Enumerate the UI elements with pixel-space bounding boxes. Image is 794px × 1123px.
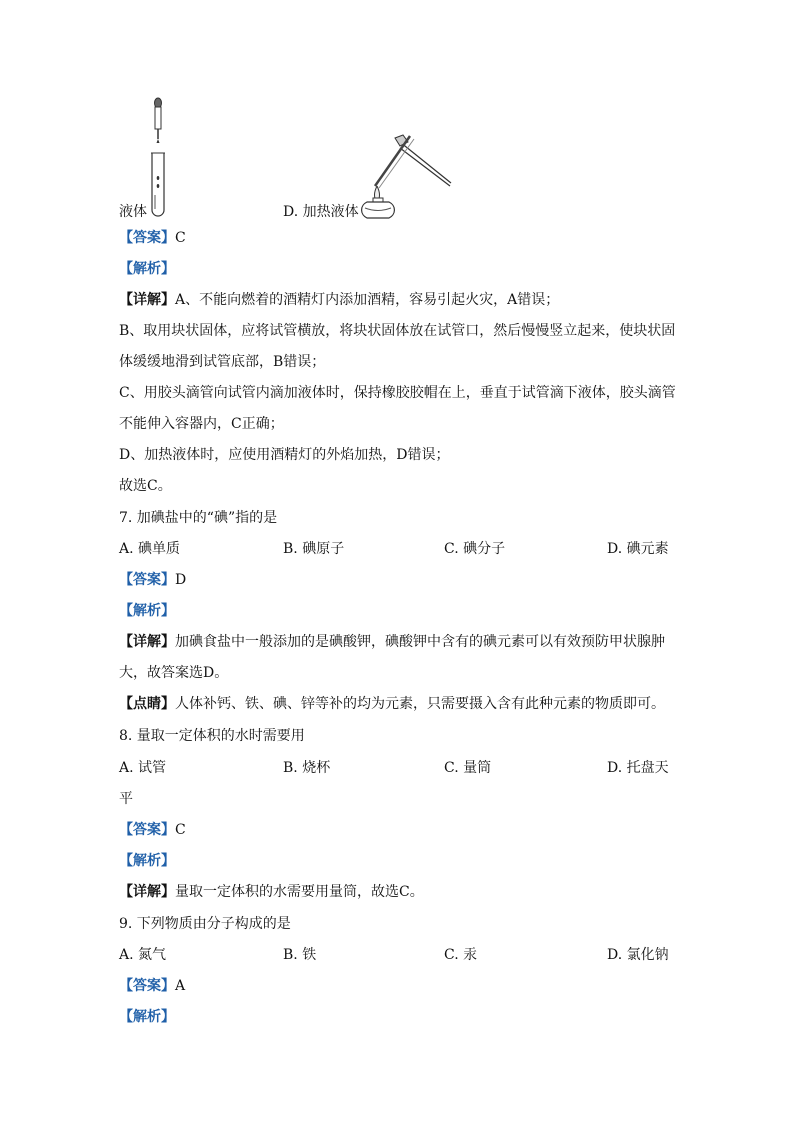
q7-point-line [119, 694, 665, 714]
q7-option-d: D. 碘元素 [607, 541, 669, 557]
q7-option-a: A. 碘单质 [119, 541, 181, 557]
q7-option-c: C. 碘分子 [444, 541, 506, 557]
q8-option-a: A. 试管 [119, 760, 167, 776]
figure-caption-left: 液体 [119, 204, 147, 220]
detail-tag: 【详解】 [119, 884, 175, 900]
q7-option-b: B. 碘原子 [283, 541, 345, 557]
q8-detail [119, 882, 424, 902]
q8-stem: 8. 量取一定体积的水时需要用 [119, 728, 305, 744]
analysis-tag: 【解析】 [119, 603, 175, 619]
heating-liquid-figure [355, 128, 460, 220]
q6-analysis-line [119, 259, 175, 279]
answer-tag: 【答案】 [119, 230, 175, 246]
q7-point-text: 人体补钙、铁、碘、锌等补的均为元素，只需要摄入含有此种元素的物质即可。 [175, 696, 665, 712]
q8-detail-text: 量取一定体积的水需要用量筒，故选C。 [175, 884, 424, 900]
q7-analysis-line [119, 601, 175, 621]
q8-option-b: B. 烧杯 [283, 760, 331, 776]
q7-stem: 7. 加碘盐中的“碘”指的是 [119, 510, 278, 526]
q6-answer: C [175, 230, 186, 246]
answer-tag: 【答案】 [119, 572, 175, 588]
q6-detail-c2: 不能伸入容器内，C正确； [119, 416, 284, 432]
detail-tag: 【详解】 [119, 634, 175, 650]
q6-detail-d: D、加热液体时，应使用酒精灯的外焰加热，D错误； [119, 447, 450, 463]
answer-tag: 【答案】 [119, 978, 175, 994]
q8-option-c: C. 量筒 [444, 760, 492, 776]
point-tag: 【点睛】 [119, 696, 175, 712]
q9-answer-line [119, 976, 185, 996]
q9-option-d: D. 氯化钠 [607, 947, 669, 963]
q6-detail-b2: 体缓缓地滑到试管底部，B错误； [119, 354, 326, 370]
q8-answer-line [119, 820, 186, 840]
analysis-tag: 【解析】 [119, 261, 175, 277]
q6-detail-c1: C、用胶头滴管向试管内滴加液体时，保持橡胶胶帽在上，垂直于试管滴下液体，胶头滴管 [119, 385, 676, 401]
q9-option-a: A. 氮气 [119, 947, 167, 963]
q7-detail-2: 大，故答案选D。 [119, 665, 229, 681]
q7-answer-line [119, 570, 186, 590]
q6-detail-a [119, 290, 559, 310]
q9-analysis-line [119, 1007, 175, 1027]
q9-option-c: C. 汞 [444, 947, 478, 963]
figure-caption-right: D. 加热液体 [283, 204, 359, 220]
analysis-tag: 【解析】 [119, 1009, 175, 1025]
q6-detail-b1: B、取用块状固体，应将试管横放，将块状固体放在试管口，然后慢慢竖立起来，使块状固 [119, 323, 676, 339]
q6-answer-line [119, 228, 186, 248]
q6-conclusion: 故选C。 [119, 478, 172, 494]
q7-detail-1-text: 加碘食盐中一般添加的是碘酸钾，碘酸钾中含有的碘元素可以有效预防甲状腺肿 [175, 634, 665, 650]
q9-option-b: B. 铁 [283, 947, 317, 963]
q8-option-d-wrap: 平 [119, 791, 133, 807]
q9-stem: 9. 下列物质由分子构成的是 [119, 916, 291, 932]
analysis-tag: 【解析】 [119, 853, 175, 869]
q8-analysis-line [119, 851, 175, 871]
q7-detail-1 [119, 632, 665, 652]
q6-detail-a-text: A、不能向燃着的酒精灯内添加酒精，容易引起火灾，A错误； [175, 292, 560, 308]
q7-answer: D [175, 572, 187, 588]
answer-tag: 【答案】 [119, 822, 175, 838]
q8-option-d: D. 托盘天 [607, 760, 669, 776]
q9-answer: A [175, 978, 186, 994]
detail-tag: 【详解】 [119, 292, 175, 308]
q8-answer: C [175, 822, 186, 838]
